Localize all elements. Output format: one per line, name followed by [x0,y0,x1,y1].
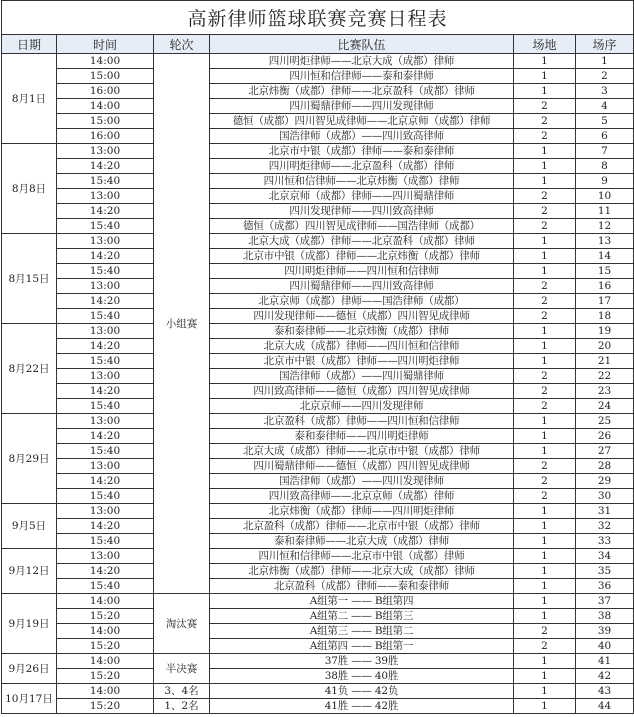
order-cell: 29 [576,474,634,489]
teams-cell: 四川明炬律师——北京大成（成都）律师 [210,54,514,69]
match-row [2,384,634,399]
header-teams: 比赛队伍 [210,35,514,54]
teams-cell: 北京盈科（成都）律师——四川恒和信律师 [210,414,514,429]
date-cell: 8月29日 [2,414,57,504]
venue-cell: 2 [514,309,576,324]
teams-cell: 四川发现律师——四川致高律师 [210,204,514,219]
order-cell: 27 [576,444,634,459]
order-cell: 42 [576,669,634,684]
teams-cell: 德恒（成都）四川智见成律师——北京京师（成都）律师 [210,114,514,129]
order-cell: 23 [576,384,634,399]
date-cell: 8月8日 [2,144,57,234]
time-cell: 14:20 [57,204,154,219]
teams-cell: 四川发现律师——德恒（成都）四川智见成律师 [210,309,514,324]
teams-cell: 德恒（成都）四川智见成律师——国浩律师（成都） [210,219,514,234]
teams-cell: 北京盈科（成都）律师——泰和泰律师 [210,579,514,594]
teams-cell: 四川恒和信律师——泰和泰律师 [210,69,514,84]
match-row [2,354,634,369]
teams-cell: 北京京师（成都）律师——国浩律师（成都） [210,294,514,309]
match-row [2,474,634,489]
time-cell: 15:40 [57,354,154,369]
match-row [2,639,634,654]
order-cell: 7 [576,144,634,159]
teams-cell: 北京市中银（成都）律师——北京炜衡（成都）律师 [210,249,514,264]
teams-cell: 四川致高律师——北京京师（成都）律师 [210,489,514,504]
round-cell: 淘汰赛 [154,594,210,654]
match-row [2,144,634,159]
match-row [2,69,634,84]
match-row [2,99,634,114]
venue-cell: 2 [514,489,576,504]
order-cell: 33 [576,534,634,549]
match-row [2,519,634,534]
venue-cell: 1 [514,609,576,624]
teams-cell: 北京大成（成都）律师——北京盈科（成都）律师 [210,234,514,249]
venue-cell: 1 [514,234,576,249]
venue-cell: 1 [514,174,576,189]
page-title: 高新律师篮球联赛竞赛日程表 [2,1,634,35]
order-cell: 28 [576,459,634,474]
venue-cell: 1 [514,354,576,369]
order-cell: 38 [576,609,634,624]
time-cell: 14:00 [57,594,154,609]
header-time: 时间 [57,35,154,54]
venue-cell: 2 [514,369,576,384]
venue-cell: 1 [514,429,576,444]
venue-cell: 2 [514,204,576,219]
match-row [2,264,634,279]
venue-cell: 2 [514,384,576,399]
match-row [2,594,634,609]
teams-cell: 四川恒和信律师——北京市中银（成都）律师 [210,549,514,564]
teams-cell: 北京炜衡（成都）律师——四川明炬律师 [210,504,514,519]
venue-cell: 1 [514,339,576,354]
match-row [2,444,634,459]
time-cell: 13:00 [57,144,154,159]
order-cell: 17 [576,294,634,309]
date-cell: 9月5日 [2,504,57,549]
time-cell: 15:20 [57,609,154,624]
order-cell: 13 [576,234,634,249]
order-cell: 22 [576,369,634,384]
match-row [2,624,634,639]
round-cell: 1、2名 [154,699,210,714]
venue-cell: 2 [514,279,576,294]
venue-cell: 1 [514,564,576,579]
match-row [2,159,634,174]
match-row [2,459,634,474]
teams-cell: 四川恒和信律师——北京炜衡（成都）律师 [210,174,514,189]
time-cell: 13:00 [57,414,154,429]
teams-cell: 国浩律师（成都）——四川发现律师 [210,474,514,489]
time-cell: 14:20 [57,429,154,444]
match-row [2,609,634,624]
time-cell: 16:00 [57,129,154,144]
time-cell: 13:00 [57,459,154,474]
match-row [2,54,634,69]
time-cell: 15:20 [57,699,154,714]
venue-cell: 2 [514,114,576,129]
match-row [2,189,634,204]
venue-cell: 1 [514,549,576,564]
round-cell: 3、4名 [154,684,210,699]
venue-cell: 1 [514,54,576,69]
match-row [2,504,634,519]
match-row [2,489,634,504]
match-row [2,279,634,294]
match-row [2,369,634,384]
match-row [2,654,634,669]
venue-cell: 2 [514,399,576,414]
venue-cell: 2 [514,219,576,234]
order-cell: 6 [576,129,634,144]
time-cell: 15:40 [57,534,154,549]
header-venue: 场地 [514,35,576,54]
order-cell: 19 [576,324,634,339]
venue-cell: 2 [514,624,576,639]
date-cell: 8月22日 [2,324,57,414]
time-cell: 15:40 [57,309,154,324]
order-cell: 4 [576,99,634,114]
match-row [2,699,634,714]
venue-cell: 1 [514,444,576,459]
match-row [2,534,634,549]
match-row [2,579,634,594]
venue-cell: 1 [514,84,576,99]
venue-cell: 2 [514,99,576,114]
order-cell: 20 [576,339,634,354]
time-cell: 14:20 [57,384,154,399]
order-cell: 30 [576,489,634,504]
match-row [2,249,634,264]
venue-cell: 1 [514,579,576,594]
teams-cell: 41负 —— 42负 [210,684,514,699]
teams-cell: 北京大成（成都）律师——北京市中银（成都）律师 [210,444,514,459]
time-cell: 15:40 [57,579,154,594]
teams-cell: 泰和泰律师——四川明炬律师 [210,429,514,444]
teams-cell: 国浩律师（成都）——四川致高律师 [210,129,514,144]
order-cell: 14 [576,249,634,264]
order-cell: 25 [576,414,634,429]
time-cell: 15:20 [57,669,154,684]
teams-cell: 38胜 —— 40胜 [210,669,514,684]
venue-cell: 1 [514,534,576,549]
teams-cell: 四川蜀鼎律师——四川致高律师 [210,279,514,294]
order-cell: 18 [576,309,634,324]
match-row [2,204,634,219]
match-row [2,339,634,354]
round-cell: 半决赛 [154,654,210,684]
teams-cell: A组第四 —— B组第一 [210,639,514,654]
time-cell: 14:00 [57,654,154,669]
time-cell: 15:00 [57,69,154,84]
match-row [2,114,634,129]
teams-cell: 北京炜衡（成都）律师——北京盈科（成都）律师 [210,84,514,99]
round-cell: 小组赛 [154,54,210,594]
order-cell: 24 [576,399,634,414]
time-cell: 15:40 [57,489,154,504]
time-cell: 13:00 [57,234,154,249]
order-cell: 8 [576,159,634,174]
order-cell: 34 [576,549,634,564]
teams-cell: 四川蜀鼎律师——四川发现律师 [210,99,514,114]
teams-cell: 四川明炬律师——北京盈科（成都）律师 [210,159,514,174]
time-cell: 15:40 [57,444,154,459]
time-cell: 15:40 [57,264,154,279]
teams-cell: 北京盈科（成都）律师——北京市中银（成都）律师 [210,519,514,534]
teams-cell: 四川致高律师——德恒（成都）四川智见成律师 [210,384,514,399]
date-cell: 9月12日 [2,549,57,594]
order-cell: 12 [576,219,634,234]
order-cell: 32 [576,519,634,534]
teams-cell: 泰和泰律师——北京大成（成都）律师 [210,534,514,549]
order-cell: 10 [576,189,634,204]
header-row [2,35,634,54]
order-cell: 15 [576,264,634,279]
order-cell: 36 [576,579,634,594]
venue-cell: 1 [514,414,576,429]
time-cell: 14:00 [57,684,154,699]
time-cell: 14:20 [57,294,154,309]
venue-cell: 1 [514,519,576,534]
venue-cell: 1 [514,144,576,159]
venue-cell: 1 [514,654,576,669]
venue-cell: 1 [514,324,576,339]
venue-cell: 1 [514,504,576,519]
teams-cell: 41胜 —— 42胜 [210,699,514,714]
venue-cell: 2 [514,189,576,204]
time-cell: 15:00 [57,114,154,129]
match-row [2,219,634,234]
order-cell: 39 [576,624,634,639]
time-cell: 16:00 [57,84,154,99]
order-cell: 5 [576,114,634,129]
time-cell: 13:00 [57,504,154,519]
teams-cell: 北京大成（成都）律师——四川恒和信律师 [210,339,514,354]
time-cell: 15:20 [57,639,154,654]
match-row [2,669,634,684]
venue-cell: 1 [514,159,576,174]
header-round: 轮次 [154,35,210,54]
order-cell: 31 [576,504,634,519]
venue-cell: 2 [514,639,576,654]
match-row [2,564,634,579]
match-row [2,414,634,429]
match-row [2,309,634,324]
time-cell: 13:00 [57,189,154,204]
order-cell: 26 [576,429,634,444]
header-date: 日期 [2,35,57,54]
match-row [2,399,634,414]
time-cell: 14:00 [57,54,154,69]
match-row [2,324,634,339]
match-row [2,174,634,189]
time-cell: 14:20 [57,519,154,534]
venue-cell: 1 [514,264,576,279]
teams-cell: A组第一 —— B组第四 [210,594,514,609]
match-row [2,294,634,309]
order-cell: 3 [576,84,634,99]
venue-cell: 1 [514,699,576,714]
match-row [2,234,634,249]
teams-cell: 北京京师（成都）律师——四川蜀鼎律师 [210,189,514,204]
time-cell: 15:40 [57,174,154,189]
venue-cell: 2 [514,474,576,489]
order-cell: 40 [576,639,634,654]
venue-cell: 1 [514,69,576,84]
order-cell: 37 [576,594,634,609]
time-cell: 13:00 [57,324,154,339]
time-cell: 13:00 [57,279,154,294]
venue-cell: 1 [514,684,576,699]
time-cell: 14:20 [57,339,154,354]
time-cell: 13:00 [57,369,154,384]
date-cell: 9月19日 [2,594,57,654]
teams-cell: 四川明炬律师——四川恒和信律师 [210,264,514,279]
venue-cell: 2 [514,129,576,144]
teams-cell: 泰和泰律师——北京炜衡（成都）律师 [210,324,514,339]
time-cell: 14:20 [57,474,154,489]
teams-cell: 国浩律师（成都）——四川蜀鼎律师 [210,369,514,384]
teams-cell: 四川蜀鼎律师——德恒（成都）四川智见成律师 [210,459,514,474]
schedule-body [2,54,634,714]
teams-cell: 北京京师——四川发现律师 [210,399,514,414]
order-cell: 2 [576,69,634,84]
match-row [2,549,634,564]
order-cell: 21 [576,354,634,369]
order-cell: 43 [576,684,634,699]
order-cell: 1 [576,54,634,69]
time-cell: 14:00 [57,99,154,114]
match-row [2,429,634,444]
time-cell: 14:00 [57,624,154,639]
venue-cell: 1 [514,594,576,609]
date-cell: 8月15日 [2,234,57,324]
teams-cell: 北京市中银（成都）律师——泰和泰律师 [210,144,514,159]
venue-cell: 1 [514,249,576,264]
teams-cell: A组第三 —— B组第二 [210,624,514,639]
teams-cell: 37胜 —— 39胜 [210,654,514,669]
order-cell: 16 [576,279,634,294]
match-row [2,129,634,144]
venue-cell: 1 [514,669,576,684]
venue-cell: 2 [514,459,576,474]
order-cell: 9 [576,174,634,189]
order-cell: 35 [576,564,634,579]
match-row [2,684,634,699]
time-cell: 15:40 [57,399,154,414]
match-row [2,84,634,99]
schedule-table [1,0,634,714]
time-cell: 14:20 [57,159,154,174]
order-cell: 44 [576,699,634,714]
time-cell: 14:20 [57,564,154,579]
teams-cell: A组第二 —— B组第三 [210,609,514,624]
date-cell: 9月26日 [2,654,57,684]
date-cell: 8月1日 [2,54,57,144]
teams-cell: 北京炜衡（成都）律师——北京大成（成都）律师 [210,564,514,579]
time-cell: 14:20 [57,249,154,264]
order-cell: 11 [576,204,634,219]
venue-cell: 2 [514,294,576,309]
time-cell: 13:00 [57,549,154,564]
teams-cell: 北京市中银（成都）律师——四川明炬律师 [210,354,514,369]
header-order: 场序 [576,35,634,54]
date-cell: 10月17日 [2,684,57,714]
time-cell: 15:40 [57,219,154,234]
order-cell: 41 [576,654,634,669]
